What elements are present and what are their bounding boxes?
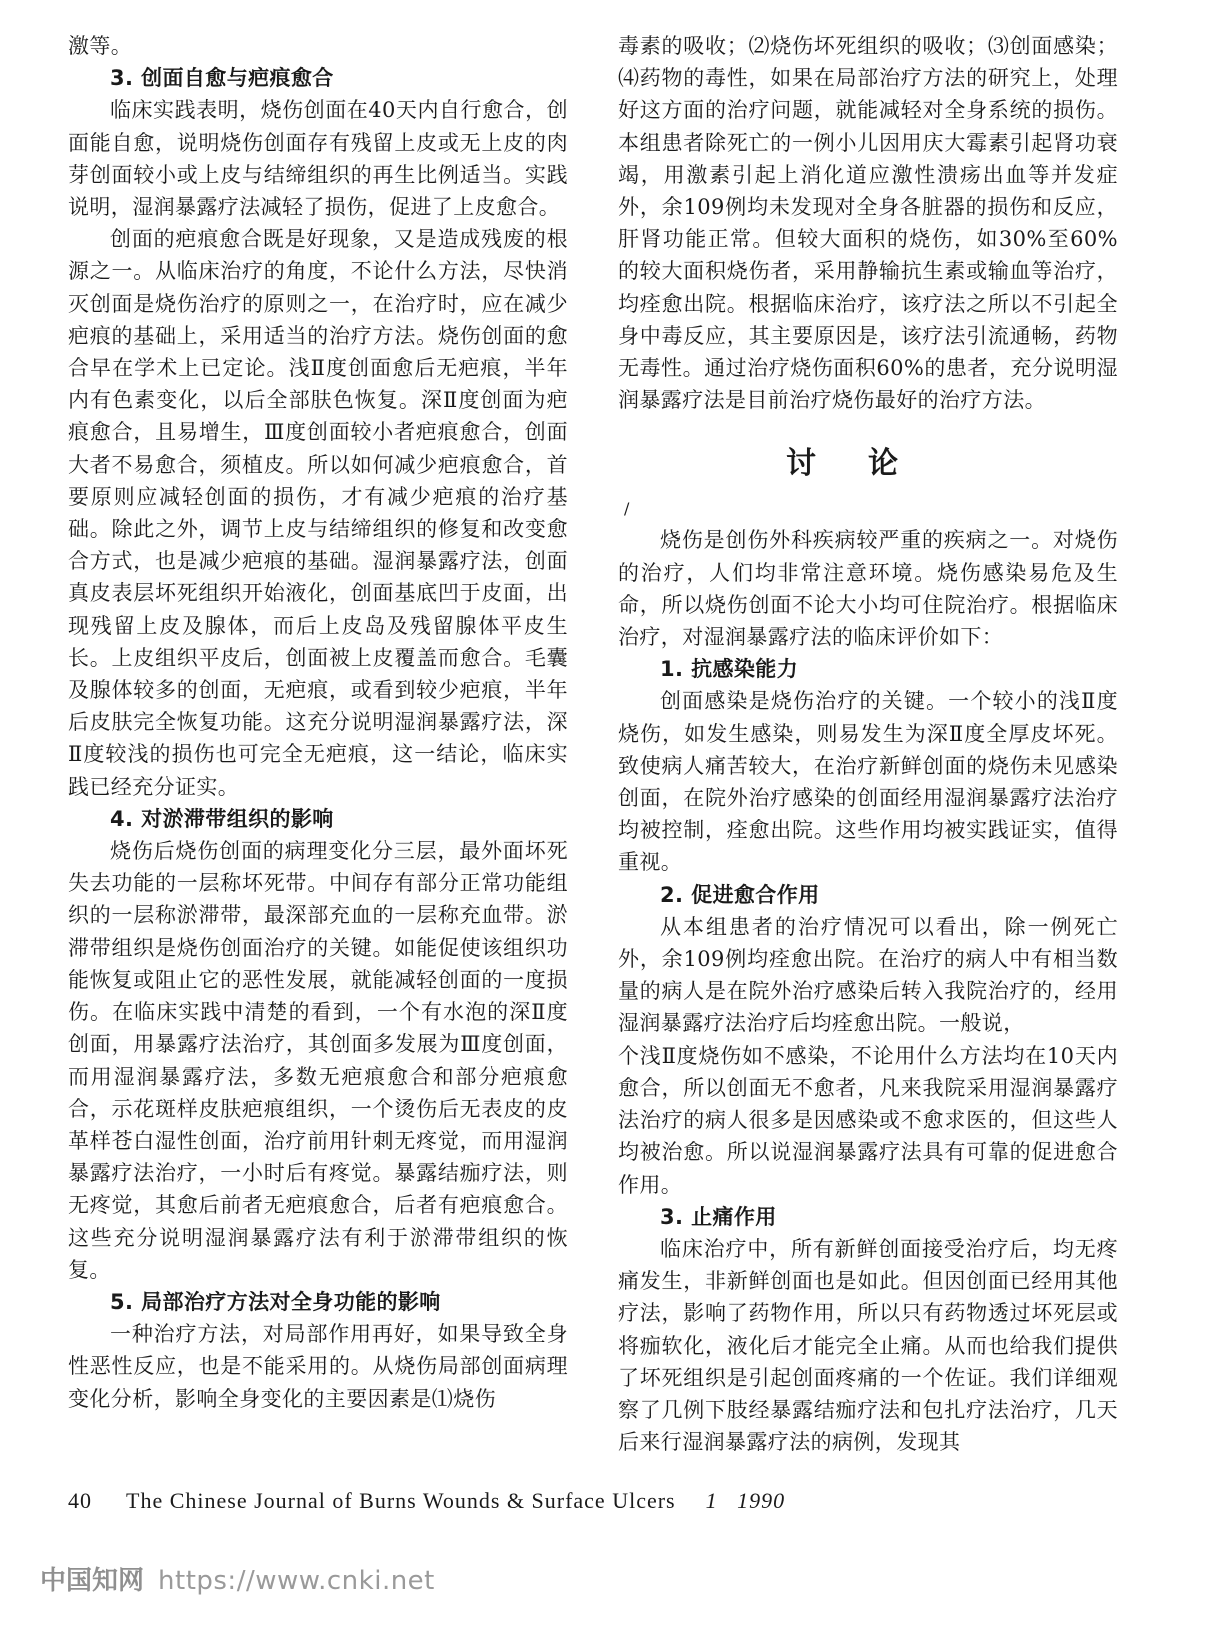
cnki-watermark (40, 1560, 435, 1597)
paragraph: 烧伤后烧伤创面的病理变化分三层，最外面坏死失去功能的一层称坏死带。中间存有部分正常功能组织的一层称淤滞带，最深部充血的一层称充血带。淤滞带组织是烧伤创面治疗的关键。如能促使该组织功能恢复或阻止它的恶性发展，就能减轻创面的一度损伤。在临床实践中清楚的看到，一个有水泡的深Ⅱ度创面，用暴露疗法治疗，其创面多发展为Ⅲ度创面，而用湿润暴露疗法，多数无疤痕愈合和部分疤痕愈合，示花斑样皮肤疤痕组织，一个烫伤后无表皮的皮革样苍白湿性创面，治疗前用针刺无疼觉，而用湿润暴露疗法治疗，一小时后有疼觉。暴露结痂疗法，则无疼觉，其愈后前者无疤痕愈合，后者有疤痕愈合。这些充分说明湿润暴露疗法有利于淤滞带组织的恢复。 (68, 839, 568, 1282)
page-footer (68, 1488, 1118, 1514)
watermark-brand: 中国知网 (40, 1566, 145, 1596)
stray-mark: / (624, 499, 630, 519)
left-column (68, 30, 568, 1415)
subheading-anti-infection: 1. 抗感染能力 (660, 657, 799, 682)
page-number: 40 (68, 1488, 92, 1513)
subheading-promote-healing: 2. 促进愈合作用 (660, 882, 820, 907)
paragraph-continuation: 个浅Ⅱ度烧伤如不感染，不论用什么方法均在10天内愈合，所以创面无不愈者，凡来我院采用湿润暴露疗法治疗的病人很多是因感染或不愈求医的，但这些人均被治愈。所以说湿润暴露疗法具有可靠的促进愈合作用。 (618, 1043, 1118, 1197)
paragraph-continuation: 激等。 (68, 34, 133, 58)
watermark-url: https://www.cnki.net (158, 1566, 435, 1596)
subheading-systemic-effect: 5. 局部治疗方法对全身功能的影响 (110, 1289, 441, 1314)
paragraph-continuation: 毒素的吸收；⑵烧伤坏死组织的吸收；⑶创面感染；⑷药物的毒性，如果在局部治疗方法的研究上，处理好这方面的治疗问题，就能减轻对全身系统的损伤。本组患者除死亡的一例小儿因用庆大霉素引起肾功衰竭，用激素引起上消化道应激性溃疡出血等并发症外，余109例均未发现对全身各脏器的损伤和反应，肝肾功能正常。但较大面积的烧伤，如30%至60%的较大面积烧伤者，采用静输抗生素或输血等治疗，均痊愈出院。根据临床治疗，该疗法之所以不引起全身中毒反应，其主要原因是，该疗法引流通畅，药物无毒性。通过治疗烧伤面积60%的患者，充分说明湿润暴露疗法是目前治疗烧伤最好的治疗方法。 (618, 34, 1118, 413)
paragraph: 从本组患者的治疗情况可以看出，除一例死亡外，余109例均痊愈出院。在治疗的病人中有相当数量的病人是在院外治疗感染后转入我院治疗的，经用湿润暴露疗法治疗后均痊愈出院。一般说， (618, 914, 1118, 1036)
paragraph: 烧伤是创伤外科疾病较严重的疾病之一。对烧伤的治疗，人们均非常注意环境。烧伤感染易危及生命，所以烧伤创面不论大小均可住院治疗。根据临床治疗，对湿润暴露疗法的临床评价如下： (618, 528, 1118, 650)
paragraph: 创面的疤痕愈合既是好现象，又是造成残废的根源之一。从临床治疗的角度，不论什么方法，尽快消灭创面是烧伤治疗的原则之一，在治疗时，应在减少疤痕的基础上，采用适当的治疗方法。烧伤创面的愈合早在学术上已定论。浅Ⅱ度创面愈后无疤痕，半年内有色素变化，以后全部肤色恢复。深Ⅱ度创面为疤痕愈合，且易增生，Ⅲ度创面较小者疤痕愈合，创面大者不易愈合，须植皮。所以如何减少疤痕愈合，首要原则应减轻创面的损伤，才有减少疤痕的治疗基础。除此之外，调节上皮与结缔组织的修复和改变愈合方式，也是减少疤痕的基础。湿润暴露疗法，创面真皮表层坏死组织开始液化，创面基底凹于皮面，出现残留上皮及腺体，而后上皮岛及残留腺体平皮生长。上皮组织平皮后，创面被上皮覆盖而愈合。毛囊及腺体较多的创面，无疤痕，或看到较少疤痕，半年后皮肤完全恢复功能。这充分说明湿润暴露疗法，深Ⅱ度较浅的损伤也可完全无疤痕，这一结论，临床实践已经充分证实。 (68, 227, 568, 799)
subheading-stasis-zone: 4. 对淤滞带组织的影响 (110, 806, 334, 831)
issue-info: 1 1990 (705, 1488, 786, 1513)
paragraph: 临床治疗中，所有新鲜创面接受治疗后，均无疼痛发生，非新鲜创面也是如此。但因创面已经用其他疗法，影响了药物作用，所以只有药物透过坏死层或将痂软化，液化后才能完全止痛。从而也给我们提供了坏死组织是引起创面疼痛的一个佐证。我们详细观察了几例下肢经暴露结痂疗法和包扎疗法治疗，几天后来行湿润暴露疗法的病例，发现其 (618, 1236, 1118, 1455)
paragraph: 临床实践表明，烧伤创面在40天内自行愈合，创面能自愈，说明烧伤创面存有残留上皮或无上皮的肉芽创面较小或上皮与结缔组织的再生比例适当。实践说明，湿润暴露疗法减轻了损伤，促进了上皮愈合。 (68, 98, 568, 220)
subheading-pain-relief: 3. 止痛作用 (660, 1204, 777, 1229)
right-column (618, 30, 1118, 1458)
journal-title: The Chinese Journal of Burns Wounds & Surface Ulcers (126, 1488, 676, 1513)
section-heading-discussion: 讨论 (786, 446, 950, 482)
paragraph: 创面感染是烧伤治疗的关键。一个较小的浅Ⅱ度烧伤，如发生感染，则易发生为深Ⅱ度全厚皮坏死。致使病人痛苦较大，在治疗新鲜创面的烧伤未见感染创面，在院外治疗感染的创面经用湿润暴露疗法治疗均被控制，痊愈出院。这些作用均被实践证实，值得重视。 (618, 689, 1118, 875)
subheading-wound-healing: 3. 创面自愈与疤痕愈合 (110, 66, 334, 91)
paragraph: 一种治疗方法，对局部作用再好，如果导致全身性恶性反应，也是不能采用的。从烧伤局部创面病理变化分析，影响全身变化的主要因素是⑴烧伤 (68, 1322, 568, 1411)
